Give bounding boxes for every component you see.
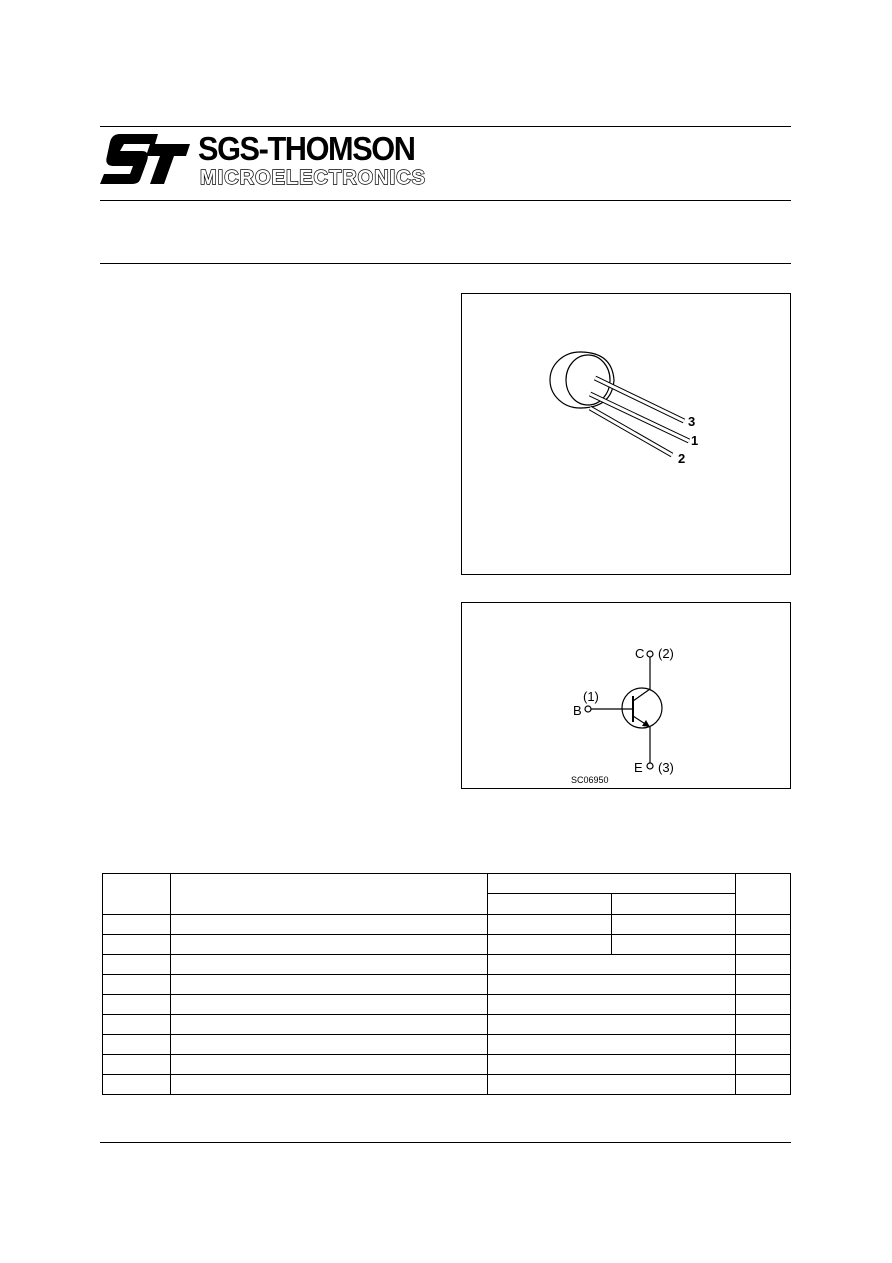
pin-2-label: 2 xyxy=(678,451,686,466)
st-logo-icon xyxy=(100,134,190,184)
emitter-pin-label: (3) xyxy=(658,760,674,775)
package-figure xyxy=(461,293,791,575)
table-row xyxy=(103,915,791,935)
ratings-table xyxy=(102,873,791,1095)
header-cell-unit xyxy=(736,874,791,915)
table-row xyxy=(103,935,791,955)
table-row xyxy=(103,955,791,975)
emitter-arrow-icon xyxy=(642,720,650,727)
table-header-row xyxy=(103,874,791,894)
pin-1-label: 1 xyxy=(691,433,699,448)
header-cell-parameter xyxy=(170,874,488,915)
footer-rule xyxy=(100,1142,791,1143)
header-cell-value xyxy=(488,874,736,894)
collector-pin-label: (2) xyxy=(658,646,674,661)
brand-subtitle: MICROELECTRONICS xyxy=(200,167,426,189)
collector-label: C xyxy=(635,646,645,661)
table-row xyxy=(103,1035,791,1055)
table-row xyxy=(103,1055,791,1075)
pin-3-label: 3 xyxy=(688,414,696,429)
drawing-code: SC06950 xyxy=(571,775,609,785)
base-label: B xyxy=(573,703,582,718)
brand-name: SGS-THOMSON xyxy=(198,130,415,167)
table-row xyxy=(103,1015,791,1035)
table-row xyxy=(103,1075,791,1095)
table-row xyxy=(103,975,791,995)
header-rule xyxy=(100,200,791,201)
top-rule xyxy=(100,126,791,127)
subheader-cell-b xyxy=(612,894,736,915)
npn-transistor-symbol xyxy=(462,603,790,788)
subheader-cell-a xyxy=(488,894,612,915)
title-rule xyxy=(100,263,791,264)
emitter-label: E xyxy=(634,760,643,775)
header-cell-symbol xyxy=(103,874,171,915)
schematic-figure xyxy=(461,602,791,789)
base-pin-label: (1) xyxy=(583,689,599,704)
to18-package-drawing xyxy=(462,294,790,574)
table-row xyxy=(103,995,791,1015)
